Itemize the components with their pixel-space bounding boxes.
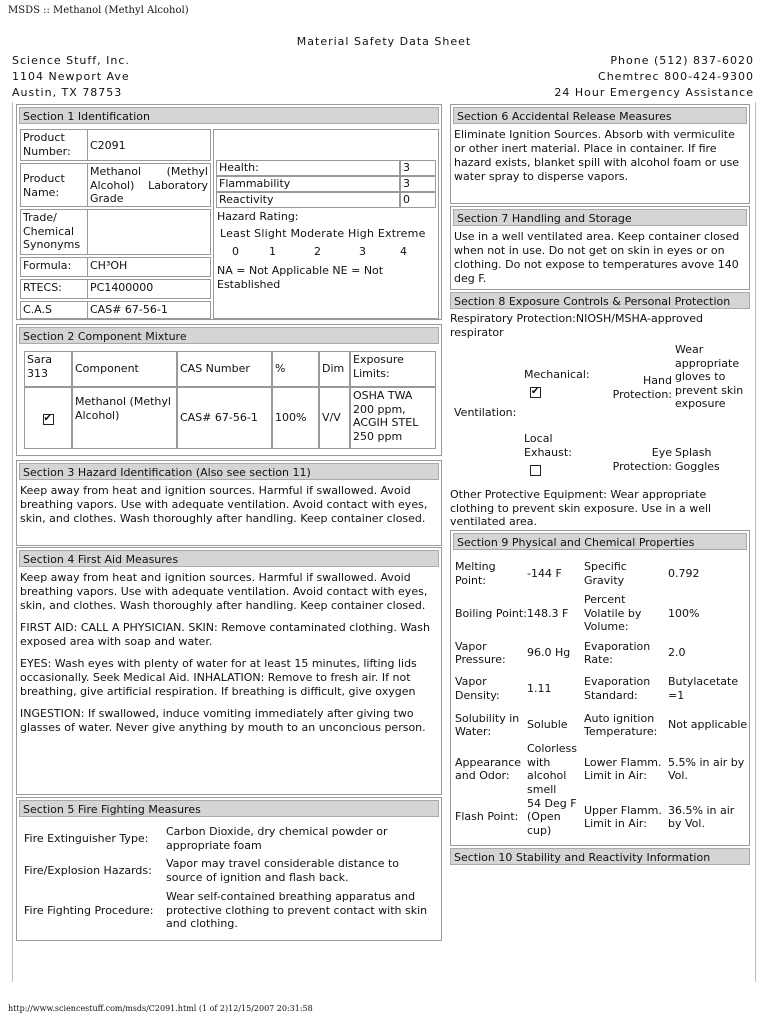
property-l1-0: Melting Point: — [455, 560, 496, 587]
property-v1-3: 1.11 — [527, 681, 552, 695]
col-exposure-limits: Exposure Limits: — [350, 351, 436, 387]
property-v2-5: 5.5% in air by Vol. — [668, 755, 745, 782]
rtecs-label: RTECS: — [20, 279, 88, 299]
property-l1-3: Vapor Density: — [455, 675, 500, 702]
row-cas: CAS# 67-56-1 — [177, 387, 272, 449]
fire-procedure-value: Wear self-contained breathing apparatus and protective clothing to prevent contact with skin and clothing. — [166, 890, 428, 930]
flammability-value: 3 — [400, 176, 436, 192]
health-label: Health: — [216, 160, 400, 176]
explosion-hazards-value: Vapor may travel considerable distance to source of ignition and flash back. — [166, 857, 400, 884]
hazard-scale-1: 1 — [269, 245, 276, 258]
document-title: Material Safety Data Sheet — [296, 35, 472, 48]
section-1-identification — [16, 104, 442, 320]
section-8-exposure-controls — [450, 292, 750, 528]
section-2-component-mixture — [16, 324, 442, 456]
section-5-fire-fighting — [16, 797, 442, 941]
col-percent: % — [272, 351, 319, 387]
trade-synonyms-value — [87, 209, 211, 255]
hand-protection-label: Hand Protection: — [612, 374, 672, 401]
property-v2-0: 0.792 — [668, 566, 700, 580]
property-v1-0: -144 F — [527, 566, 562, 580]
property-l1-2: Vapor Pressure: — [455, 639, 506, 666]
section-6-accidental-release — [450, 104, 750, 204]
reactivity-value: 0 — [400, 192, 436, 208]
section-10-stability — [450, 848, 750, 870]
row-component: Methanol (Methyl Alcohol) — [72, 387, 177, 449]
first-aid-paragraph-2: FIRST AID: CALL A PHYSICIAN. SKIN: Remove contaminated clothing. Wash exposed area with soap and water. — [20, 621, 430, 648]
na-ne-note: NA = Not Applicable NE = Not Established — [217, 264, 384, 291]
health-value: 3 — [400, 160, 436, 176]
property-l1-5: Appearance and Odor: — [455, 755, 522, 782]
hazard-scale-words: Least Slight Moderate High Extreme — [220, 227, 426, 240]
formula-label: Formula: — [20, 257, 88, 277]
product-name-value: Methanol (Methyl Alcohol) Laboratory Grade — [87, 163, 211, 207]
hazard-scale-4: 4 — [400, 245, 407, 258]
property-l2-1: Percent Volatile by Volume: — [584, 593, 642, 634]
company-street: 1104 Newport Ave — [12, 70, 130, 83]
property-v1-5: Colorless with alcohol smell — [527, 742, 578, 796]
property-v2-2: 2.0 — [668, 646, 686, 660]
property-l2-0: Specific Gravity — [584, 560, 627, 587]
row-percent: 100% — [272, 387, 319, 449]
eye-protection-value: Splash Goggles — [675, 446, 720, 473]
trade-synonyms-label: Trade/ Chemical Synonyms — [20, 209, 88, 255]
row-exposure-limits: OSHA TWA 200 ppm, ACGIH STEL 250 ppm — [350, 387, 436, 449]
respiratory-protection: Respiratory Protection:NIOSH/MSHA-approved respirator — [450, 312, 703, 339]
section-7-title: Section 7 Handling and Storage — [453, 209, 747, 226]
property-v2-4: Not applicable — [668, 718, 748, 732]
section-4-title: Section 4 First Aid Measures — [19, 550, 439, 567]
fire-procedure-label: Fire Fighting Procedure: — [24, 904, 154, 917]
section-9-title: Section 9 Physical and Chemical Properties — [453, 533, 747, 550]
col-cas-number: CAS Number — [177, 351, 272, 387]
section-1-title: Section 1 Identification — [19, 107, 439, 124]
company-contacts — [554, 53, 754, 101]
property-v2-1: 100% — [668, 606, 700, 620]
first-aid-paragraph-3: EYES: Wash eyes with plenty of water for at least 15 minutes, lifting lids occasionally. Seek Medical Aid. INHALATION: Remove to fresh air. If not breathing, give artificial respiration. If breathing is difficult, give oxygen — [20, 657, 417, 698]
chemtrec-phone: Chemtrec 800-424-9300 — [598, 70, 754, 83]
section-9-physical-properties — [450, 530, 750, 846]
local-exhaust-checkbox[interactable] — [530, 465, 541, 476]
property-v1-2: 96.0 Hg — [527, 646, 571, 660]
hand-protection-value: Wear appropriate gloves to prevent skin exposure — [675, 343, 744, 410]
browser-print-header: MSDS :: Methanol (Methyl Alcohol) — [8, 5, 189, 16]
cas-label: C.A.S — [20, 301, 88, 319]
first-aid-paragraph-1: Keep away from heat and ignition sources. Harmful if swallowed. Avoid breathing vapors. Use with adequate ventilation. Avoid contact with eyes, skin, and clothes. Wash thoroughly after handling. Keep container closed. — [20, 571, 428, 612]
property-l1-4: Solubility in Water: — [455, 711, 520, 738]
section-4-first-aid — [16, 547, 442, 795]
section-5-title: Section 5 Fire Fighting Measures — [19, 800, 439, 817]
hazard-scale-3: 3 — [359, 245, 366, 258]
ventilation-label: Ventilation: — [454, 406, 517, 419]
section-3-title: Section 3 Hazard Identification (Also see section 11) — [19, 463, 439, 480]
section-7-text: Use in a well ventilated area. Keep container closed when not in use. Do not get on skin in eyes or on clothing. Do not expose to temperatures avove 140 deg F. — [454, 230, 740, 285]
row-dim: V/V — [319, 387, 350, 449]
hazard-scale-0: 0 — [232, 245, 239, 258]
formula-value: CH³OH — [87, 257, 211, 277]
local-exhaust-label: Local Exhaust: — [524, 432, 572, 459]
section-6-title: Section 6 Accidental Release Measures — [453, 107, 747, 124]
mechanical-checkbox[interactable] — [530, 387, 541, 398]
property-l1-6: Flash Point: — [455, 810, 519, 824]
section-10-title: Section 10 Stability and Reactivity Information — [450, 848, 750, 865]
section-7-handling-storage — [450, 206, 750, 290]
other-protective-equipment: Other Protective Equipment: Wear appropriate clothing to prevent skin exposure. Use in a well ventilated area. — [450, 488, 712, 528]
extinguisher-value: Carbon Dioxide, dry chemical powder or appropriate foam — [166, 825, 388, 852]
cas-value: CAS# 67-56-1 — [87, 301, 211, 319]
sara-313-checkbox[interactable] — [43, 414, 54, 425]
property-l2-2: Evaporation Rate: — [584, 639, 651, 666]
col-sara-313: Sara 313 — [24, 351, 72, 387]
section-3-hazard-identification — [16, 460, 442, 546]
section-2-title: Section 2 Component Mixture — [19, 327, 439, 344]
property-l2-4: Auto ignition Temperature: — [584, 711, 658, 738]
company-address — [12, 53, 130, 101]
col-component: Component — [72, 351, 177, 387]
reactivity-label: Reactivity — [216, 192, 400, 208]
flammability-label: Flammability — [216, 176, 400, 192]
property-l2-5: Lower Flamm. Limit in Air: — [584, 755, 662, 782]
rtecs-value: PC1400000 — [87, 279, 211, 299]
section-3-text: Keep away from heat and ignition sources. Harmful if swallowed. Avoid breathing vapors. Use with adequate ventilation. Avoid contact with eyes, skin, and clothes. Wash thoroughly after handling. Keep container closed. — [20, 484, 428, 525]
explosion-hazards-label: Fire/Explosion Hazards: — [24, 864, 152, 877]
property-v1-6: 54 Deg F (Open cup) — [527, 796, 577, 837]
col-dim: Dim — [319, 351, 350, 387]
property-l2-6: Upper Flamm. Limit in Air: — [584, 803, 662, 830]
product-name-label: Product Name: — [20, 163, 88, 207]
section-4-body — [17, 569, 441, 745]
company-name: Science Stuff, Inc. — [12, 54, 130, 67]
browser-print-footer: http://www.sciencestuff.com/msds/C2091.html (1 of 2)12/15/2007 20:31:58 — [8, 1004, 313, 1013]
product-number-label: Product Number: — [20, 129, 88, 161]
property-v2-3: Butylacetate =1 — [668, 675, 739, 702]
property-v2-6: 36.5% in air by Vol. — [668, 803, 735, 830]
property-v1-4: Soluble — [527, 718, 568, 732]
hazard-rating-label: Hazard Rating: — [217, 210, 299, 223]
company-phone: Phone (512) 837-6020 — [610, 54, 754, 67]
product-number-value: C2091 — [87, 129, 211, 161]
row-sara-cell — [24, 387, 72, 449]
section-8-title: Section 8 Exposure Controls & Personal Protection — [450, 292, 750, 309]
property-l2-3: Evaporation Standard: — [584, 675, 651, 702]
property-l1-1: Boiling Point: — [455, 606, 527, 620]
nfpa-rating-box — [213, 129, 439, 319]
emergency-assistance: 24 Hour Emergency Assistance — [554, 86, 754, 99]
first-aid-paragraph-4: INGESTION: If swallowed, induce vomiting immediately after giving two glasses of water. Never give anything by mouth to an unconcious person. — [20, 707, 426, 734]
hazard-scale-2: 2 — [314, 245, 321, 258]
property-v1-1: 148.3 F — [527, 606, 569, 620]
mechanical-label: Mechanical: — [524, 368, 590, 381]
company-city: Austin, TX 78753 — [12, 86, 123, 99]
section-6-text: Eliminate Ignition Sources. Absorb with vermiculite or other inert material. Place in container. If fire hazard exists, blanket spill with alcohol foam or use water spray to disperse vapors. — [454, 128, 740, 183]
extinguisher-label: Fire Extinguisher Type: — [24, 832, 149, 845]
eye-protection-label: Eye Protection: — [612, 446, 672, 473]
